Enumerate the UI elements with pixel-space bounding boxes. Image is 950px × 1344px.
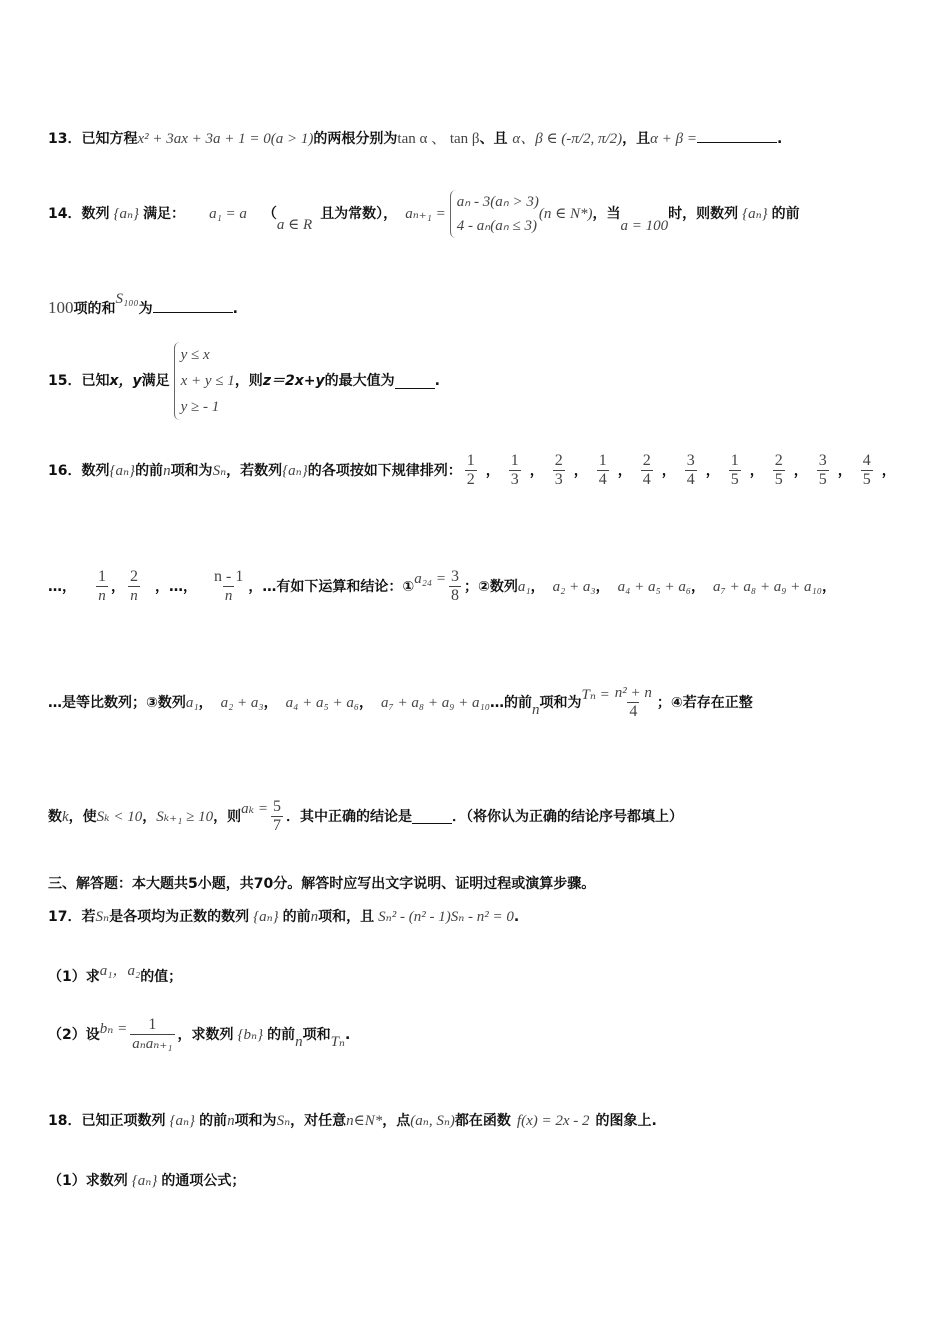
q16-fraction	[817, 452, 829, 489]
question-17-part1	[48, 963, 183, 987]
question-16	[48, 452, 896, 489]
q16-group-3b: a₄ + a₅ + a₆	[285, 694, 360, 711]
q17-bn: bₙ =	[99, 1020, 128, 1037]
q16-sn: Sₙ	[212, 462, 227, 479]
q18-sequence: {aₙ}	[169, 1113, 196, 1129]
q17-part1-end: 的值；	[140, 969, 183, 985]
q14-text2: 满足：	[143, 206, 186, 222]
frac-den: 4	[686, 471, 695, 488]
frac-den: 5	[774, 471, 783, 488]
q16-fraction	[729, 452, 741, 489]
q18-part1-end: 的通项公式；	[161, 1173, 246, 1189]
q14-number: 14．	[48, 206, 82, 222]
q14-sequence: {aₙ}	[113, 206, 140, 222]
section-title	[48, 873, 595, 894]
frac-num: 5	[272, 798, 281, 815]
q15-constraint-1: y ≤ x	[180, 347, 210, 363]
frac-num: 1	[510, 452, 519, 469]
q15-text2: 满足	[141, 373, 170, 389]
frac-den: 4	[598, 471, 607, 488]
q16-fraction	[509, 452, 521, 489]
q17-text3: 的前	[282, 909, 311, 925]
frac-num: 1	[148, 1016, 157, 1033]
question-17	[48, 906, 519, 927]
q16-frac-1-n	[96, 568, 108, 605]
q14-text4: ，当	[592, 206, 621, 222]
q16-fraction-list: $\frac{1}{2}$ ， $\frac{1}{3}$ ， $\frac{2}{3}$ ， $\frac{1}{4}$ ， $\frac{2}{4}$ ， $\frac{3}{4}$ ， $\frac{1}{5}$ ， $\frac{2}{5}$ ， $\frac{3}{5}$ ， $\frac{4}{5}$ ，	[466, 452, 896, 488]
frac-num: 3	[451, 568, 459, 585]
q17-sn: Sₙ	[95, 909, 110, 925]
q14-a1: a₁ = a	[209, 206, 247, 222]
q16-ellipsis-2: ，…，	[155, 578, 197, 595]
q15-text3: ，则	[234, 373, 263, 389]
q13-and: 、且	[479, 131, 508, 147]
question-18-part1	[48, 1170, 245, 1191]
q15-end: .	[434, 373, 440, 389]
q16-frac-5-7	[271, 798, 283, 835]
frac-num: 2	[130, 568, 138, 585]
frac-num: 2	[642, 452, 651, 469]
q16-ak: aₖ =	[241, 800, 268, 817]
q14-count: 100	[48, 298, 74, 317]
q16-frac-n-1-n	[212, 568, 245, 605]
q13-equation: x² + 3ax + 3a + 1 = 0(a > 1)	[137, 131, 314, 147]
question-18	[48, 1110, 657, 1131]
question-13	[48, 128, 782, 149]
q18-text7: 的图象上.	[595, 1113, 657, 1129]
q18-n: n	[227, 1113, 235, 1129]
q14-a-value: a = 100	[620, 218, 669, 234]
q17-sequence: {aₙ}	[253, 909, 279, 925]
q13-text-mid: 的两根分别为	[313, 131, 398, 147]
q14-case-1: aₙ - 3(aₙ > 3)	[456, 194, 539, 210]
frac-num: 3	[818, 452, 827, 469]
q16-n-2: n	[531, 701, 540, 718]
q16-fraction	[553, 452, 565, 489]
frac-den: n	[224, 588, 233, 604]
q16-fraction	[641, 452, 653, 489]
q16-fraction	[597, 452, 609, 489]
q14-text8: 为	[138, 301, 153, 317]
q16-text13: ，使	[68, 808, 97, 825]
frac-num: 1	[466, 452, 475, 469]
answer-blank	[153, 298, 233, 313]
section-title-text: 三、解答题：本大题共5小题，共70分。解答时应写出文字说明、证明过程或演算步骤。	[48, 876, 596, 892]
q16-sequence-2: {aₙ}	[282, 462, 308, 479]
q13-roots: tan α 、 tan β	[397, 131, 480, 147]
q16-frac-2-n	[128, 568, 140, 605]
q14-domain: (n ∈ N*)	[538, 206, 593, 222]
frac-den: n	[98, 588, 106, 604]
q18-function: f(x) = 2x - 2	[516, 1113, 590, 1129]
q15-constraint-2: x + y ≤ 1	[180, 373, 235, 389]
q16-k: k	[62, 808, 69, 825]
q18-point: (aₙ, Sₙ)	[410, 1113, 455, 1129]
q16-frac-3-8	[449, 568, 461, 605]
q18-number: 18．	[48, 1113, 82, 1129]
frac-num: 1	[98, 568, 106, 585]
q18-text6: 都在函数	[454, 1113, 511, 1129]
q16-frac-tn	[613, 684, 654, 721]
q14-text7: 项的和	[73, 301, 116, 317]
question-14	[48, 190, 800, 238]
q17-part2-text2: 的前	[267, 1026, 296, 1043]
q16-fraction	[685, 452, 697, 489]
q15-constraint-3: y ≥ - 1	[180, 399, 220, 415]
q17-n: n	[310, 909, 319, 925]
q14-recurrence-lhs: aₙ₊₁ =	[405, 206, 446, 222]
q16-group-4: a₇ + a₈ + a₉ + a₁₀	[713, 578, 822, 595]
question-16-line4: 数 k ，使 Sₖ < 10 ， Sₖ₊₁ ≥ 10 ，则 aₖ = $\frac{5}{7}$ ．其中正确的结论是 ．（将你认为正确的结论序号都填上）	[48, 798, 683, 834]
frac-den: 2	[466, 471, 475, 488]
frac-num: 3	[686, 452, 695, 469]
frac-num: n - 1	[214, 568, 244, 585]
question-16-line2: …， $\frac{1}{n}$ ， $\frac{2}{n}$ ，…， $\frac{n - 1}{n}$ ，…有如下运算和结论：① a₂₄ = $\frac{3}{8}$ ；②数列 a₁ ， a₂ + a₃ ， a₄ + a₅ + a₆ ， a₇ + a₈ + a₉ + a₁₀ ，	[48, 568, 836, 604]
q16-fraction	[773, 452, 785, 489]
q18-text2: 的前	[199, 1113, 228, 1129]
q16-a24: a₂₄ =	[414, 570, 446, 587]
frac-den: 4	[642, 471, 651, 488]
q16-group-1: a₁	[517, 578, 531, 595]
frac-num: 2	[774, 452, 783, 469]
q18-text: 已知正项数列	[81, 1113, 166, 1129]
frac-den: 3	[510, 471, 519, 488]
q17-part2-n: n	[295, 1033, 303, 1050]
q16-fraction	[861, 452, 873, 489]
q16-group-2b: a₂ + a₃	[220, 694, 264, 711]
q18-part1-label: （1）求数列	[48, 1173, 128, 1189]
q14-text6: 的前	[771, 206, 800, 222]
frac-den: aₙaₙ₊₁	[132, 1036, 173, 1052]
q18-text3: 项和为	[234, 1113, 277, 1129]
q16-fraction	[465, 452, 477, 489]
q16-text15: ．其中正确的结论是	[285, 808, 412, 825]
q14-condition: a ∈ R	[276, 217, 313, 233]
q15-objective: z＝2x+y	[262, 373, 325, 389]
q17-equation: Sₙ² - (n² - 1)Sₙ - n² = 0	[378, 909, 514, 925]
q16-tn: Tₙ =	[581, 686, 610, 703]
q18-text4: ，对任意	[290, 1113, 347, 1129]
frac-num: 4	[862, 452, 871, 469]
answer-blank	[697, 128, 777, 143]
q14-s100: S₁₀₀	[115, 291, 139, 307]
q17-text4: 项和，且	[318, 909, 375, 925]
question-17-part2	[48, 1016, 350, 1053]
q16-group-3: a₄ + a₅ + a₆	[617, 578, 692, 595]
frac-den: 5	[818, 471, 827, 488]
q13-number: 13．	[48, 131, 82, 147]
q14-text5: 时，则数列	[668, 206, 739, 222]
q16-text14: ，则	[213, 808, 242, 825]
q18-sn: Sₙ	[276, 1113, 291, 1129]
q17-end: .	[513, 909, 520, 925]
q14-case-2: 4 - aₙ(aₙ ≤ 3)	[456, 218, 537, 234]
question-14-cont	[48, 291, 238, 319]
q17-text2: 是各项均为正数的数列	[109, 909, 250, 925]
frac-den: 8	[451, 587, 459, 604]
frac-den: 5	[862, 471, 871, 488]
q16-text2: 的前	[135, 462, 164, 479]
q17-text: 若	[81, 909, 96, 925]
q14-sequence-2: {aₙ}	[742, 206, 768, 222]
q15-text: 已知	[81, 373, 110, 389]
q13-end: .	[777, 131, 783, 147]
q15-text4: 的最大值为	[324, 373, 395, 389]
q16-text8: …是等比数列；③数列	[48, 694, 186, 711]
q16-number: 16．	[48, 462, 82, 479]
q16-sk: Sₖ < 10	[96, 808, 143, 825]
q18-sequence-2: {aₙ}	[131, 1173, 158, 1189]
q16-n: n	[163, 462, 171, 479]
q15-number: 15．	[48, 373, 82, 389]
q17-part2-text: ，求数列	[177, 1026, 234, 1043]
q16-ellipsis: …，	[48, 578, 76, 595]
q13-range: α、β ∈ (-π/2, π/2)	[512, 131, 623, 147]
answer-blank	[412, 809, 452, 824]
q17-number: 17．	[48, 909, 82, 925]
q13-text: 已知方程	[81, 131, 138, 147]
q16-sequence: {aₙ}	[109, 462, 136, 479]
answer-blank	[395, 374, 435, 389]
question-16-line3: …是等比数列；③数列 a₁ ， a₂ + a₃ ， a₄ + a₅ + a₆ ， a₇ + a₈ + a₉ + a₁₀ …的前 n 项和为 Tₙ = $\frac{\text{n² + n}}{4}$ ；④若存在正整	[48, 685, 753, 720]
q15-constraints	[174, 342, 235, 420]
q14-recurrence-cases	[450, 190, 539, 238]
q16-group-1b: a₁	[185, 694, 199, 711]
frac-den: 3	[554, 471, 563, 488]
q17-part2-end: .	[345, 1026, 351, 1043]
frac-den: 5	[730, 471, 739, 488]
q16-text: 数列	[81, 462, 110, 479]
q16-text9: …的前	[489, 694, 532, 711]
frac-num: 1	[598, 452, 607, 469]
q16-text4: ，若数列	[226, 462, 283, 479]
q18-domain: n∈N*	[346, 1113, 383, 1129]
q16-text16: ．（将你认为正确的结论序号都填上）	[451, 808, 683, 825]
q16-text6: ，…有如下运算和结论：①	[248, 578, 415, 595]
q17-part2-label: （2）设	[48, 1026, 100, 1043]
q15-vars: x，y	[109, 373, 142, 389]
q18-text5: ，点	[382, 1113, 411, 1129]
q16-group-2: a₂ + a₃	[552, 578, 596, 595]
frac-num: n² + n	[614, 685, 652, 701]
q16-group-4b: a₇ + a₈ + a₉ + a₁₀	[381, 694, 490, 711]
q17-part1-values: a₁，a₂	[99, 963, 141, 979]
frac-den: n	[130, 588, 138, 604]
frac-num: 2	[554, 452, 563, 469]
frac-den: 7	[272, 817, 281, 834]
q14-text3: 且为常数），	[320, 206, 398, 222]
q17-b-sequence: {bₙ}	[237, 1026, 264, 1043]
q17-part1-label: （1）求	[48, 969, 100, 985]
q16-text5: 的各项按如下规律排列：	[307, 462, 462, 479]
q16-text11: ；④若存在正整	[656, 694, 753, 711]
q13-sum: α + β =	[650, 131, 697, 147]
q14-paren: （	[262, 206, 277, 222]
frac-den: 4	[629, 703, 638, 720]
frac-num: 1	[730, 452, 739, 469]
q17-tn: Tₙ	[330, 1033, 345, 1050]
q13-and2: ，且	[622, 131, 651, 147]
q14-end: .	[232, 301, 238, 317]
q14-text: 数列	[81, 206, 110, 222]
q17-frac-bn	[130, 1016, 174, 1053]
q16-text7: ；②数列	[464, 578, 518, 595]
q16-text3: 项和为	[170, 462, 213, 479]
q16-sk1: Sₖ₊₁ ≥ 10	[156, 808, 214, 825]
question-15	[48, 342, 440, 420]
q16-text10: 项和为	[539, 694, 582, 711]
q16-text12: 数	[48, 808, 62, 825]
q17-part2-text3: 项和	[302, 1026, 331, 1043]
